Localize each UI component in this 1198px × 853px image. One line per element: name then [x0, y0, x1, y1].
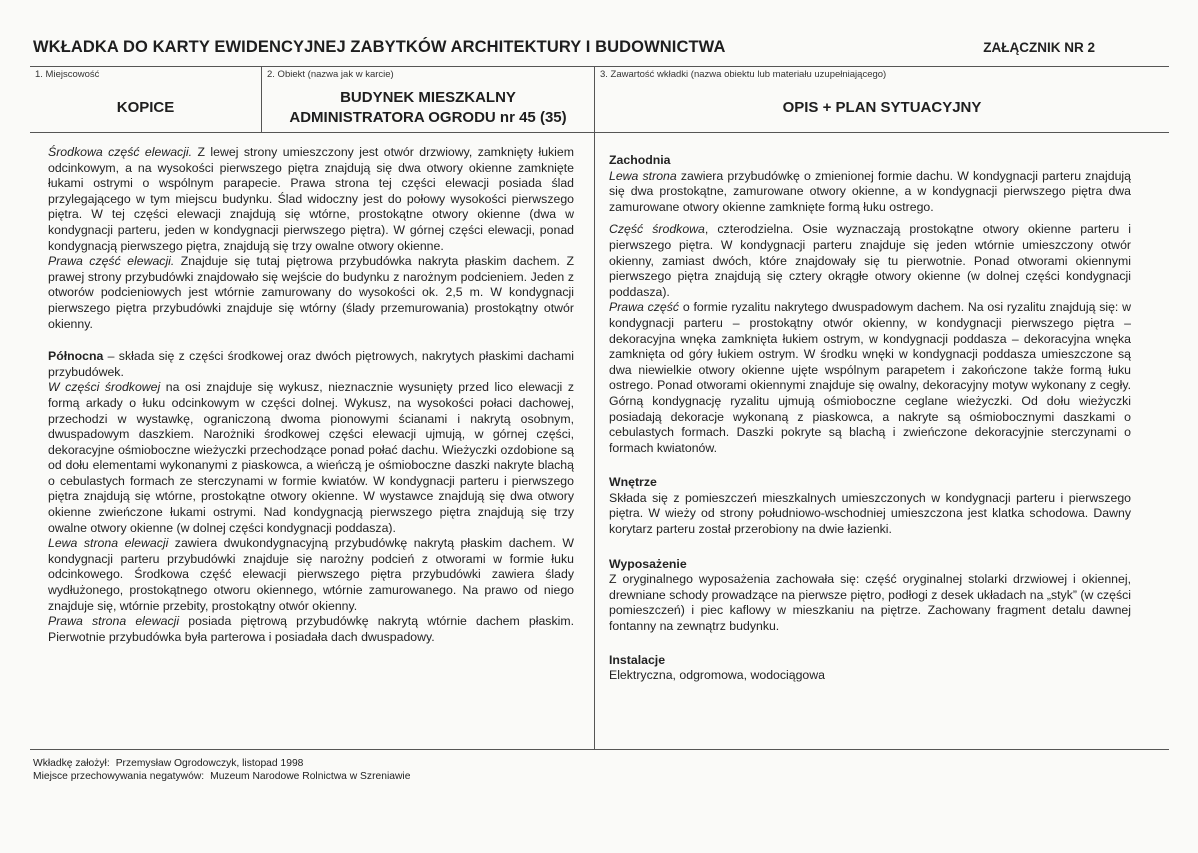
section-installations — [609, 653, 1131, 684]
object-field — [261, 67, 594, 132]
paragraph-interior: Składa się z pomieszczeń mieszkalnych umieszczonych w kondygnacji parteru i pierwszego piętra. W wieży od strony południowo-wschodniej umieszczona jest klatka schodowa. Dawny korytarz parteru został przerobiony na dwie łazienki. — [609, 490, 1131, 537]
object-value-line1: BUDYNEK MIESZKALNY — [340, 88, 516, 106]
paragraph-text: Znajduje się tutaj piętrowa przybudówka nakryta płaskim dachem. Z prawej strony przybudówki znajdowało się wejście do budynku z narożnym podcieniem. Jeden z otworów podcieniowych jest wtórnie zamurowany do wysokości ok. 2,5 m. W kondygnacji pierwszego piętra przybudówki znajduje się wtórny (ślady przemurowania) prostokątny otwór okienny. — [48, 254, 575, 331]
content-label: 3. Zawartość wkładki (nazwa obiektu lub materiału uzupełniającego) — [600, 69, 887, 80]
paragraph-text: na osi znajduje się wykusz, nieznacznie wysunięty przed lico elewacji z formą arkady o łuku odcinkowym w części dolnej. Wykusz, na wysokości połaci dachowej, przechodzi w wystawkę, ograniczoną dwoma pionowymi ścianami i nakrytą osobnym, dwuspadowym daszkiem. Narożniki środkowej części elewacji ujmują, w górnej części, dekoracyjne ośmioboczne wieżyczki przechodzące ponad połać dachu. Wieżyczki ozdobione są od dołu elementami wykonanymi z piaskowca, a wieńczą je ośmioboczne daszki nakryte blachą o cebulastych formach ze sterczynami w formie kwiatów. W kondygnacji parteru i pierwszego piętra znajdują się wtórne, prostokątne otwory okienne. W wystawce znajdują się dwa otwory okienne zwieńczone łukami ostrymi. Nad kondygnacją pierwszego piętra znajdują się trzy owalne otwory okienne (w dolnej części kondygnacji poddasza). — [48, 380, 574, 535]
footer-author-label: Wkładkę założył: — [33, 758, 110, 769]
footer-storage — [33, 770, 410, 783]
content-field — [594, 67, 1169, 132]
object-label: 2. Obiekt (nazwa jak w karcie) — [267, 69, 394, 80]
section-heading-west: Zachodnia — [609, 153, 671, 167]
paragraph-west-left — [609, 169, 1131, 216]
footer-storage-label: Miejsce przechowywania negatywów: — [33, 771, 205, 782]
locality-value: KOPICE — [116, 98, 175, 116]
paragraph-lead: Część środkowa — [609, 222, 705, 237]
section-interior — [609, 475, 1131, 537]
paragraph-north-left — [48, 536, 574, 614]
left-column — [48, 145, 574, 645]
paragraph-north-middle — [48, 380, 574, 536]
paragraph-text: posiada piętrową przybudówkę nakrytą wtórnie dachem płaskim. Pierwotnie przybudówka była parterowa i posiadała dach dwuspadowy. — [48, 614, 574, 644]
paragraph-text: zawiera dwukondygnacyjną przybudówkę nakrytą płaskim dachem. W kondygnacji parteru przybudówki znajduje się narożny podcień z otworami w formie łuku odcinkowego. Środkowa część elewacji pierwszego piętra przybudówki zawiera ślady wydłużonego, prostokątnego otworu okiennego, wtórnie zamurowanego. Na prawo od niego znajduje się, wtórnie przebity, prostokątny otwór okienny. — [48, 536, 574, 613]
section-heading-installations: Instalacje — [609, 652, 666, 667]
paragraph-text: – składa się z części środkowej oraz dwóch piętrowych, nakrytych płaskimi dachami przybudówek. — [48, 349, 574, 379]
paragraph-west-middle — [609, 222, 1131, 300]
footer-author — [33, 757, 410, 770]
page-title: WKŁADKA DO KARTY EWIDENCYJNEJ ZABYTKÓW ARCHITEKTURY I BUDOWNICTWA — [33, 38, 726, 56]
paragraph-text: , czterodzielna. Osie wyznaczają prostokątne otwory okienne parteru i pierwszego piętra. W kondygnacji parteru znajduje się jeden wtórnie umieszczony otwór okienny, zamiast dwóch, które znajdowały się tu pierwotnie. Ponad otworami okiennymi pierwszego piętra znajdują się cztery okrągłe otwory okienne (w dolnej części kondygnacji poddasza). — [609, 222, 1131, 299]
footer-storage-value: Muzeum Narodowe Rolnictwa w Szreniawie — [210, 771, 411, 782]
paragraph-text: zawiera przybudówkę o zmienionej formie dachu. W kondygnacji parteru znajdują się dwa prostokątne, zamurowane otwory okienne, a w kondygnacji pierwszego piętra dwa zamurowane otwory okienne zamknięte formą łuku ostrego. — [609, 168, 1131, 214]
paragraph-lead: Prawa strona elewacji — [48, 614, 180, 629]
paragraph-installations: Elektryczna, odgromowa, wodociągowa — [609, 668, 825, 683]
paragraph-lead: Prawa część elewacji. — [48, 254, 175, 269]
sheet-footer — [33, 757, 410, 783]
paragraph-text: Z lewej strony umieszczony jest otwór drzwiowy, zamknięty łukiem odcinkowym, a na wysokości pierwszego piętra znajdują się dwa otwory okienne zamknięte łukami ostrymi o wspólnym parapecie. Prawa strona tej części elewacji posiada ślad przylegającego w tym miejscu budynku. Ślad widoczny jest do połowy wysokości pierwszego piętra. W tej części elewacji znajdują się wtórne, prostokątne otwory okienne (dwa w kondygnacji parteru, jeden w kondygnacji pierwszego piętra). W górnej części elewacji, ponad kondygnacją pierwszego piętra, znajdują się trzy owalne otwory okienne. — [48, 145, 574, 253]
paragraph-lead: Prawa część — [609, 300, 680, 315]
section-heading-north: Północna — [48, 349, 104, 364]
paragraph-lead: Lewa strona elewacji — [48, 536, 169, 551]
paragraph-lead: Środkowa część elewacji. — [48, 145, 193, 159]
paragraph-text: o formie ryzalitu nakrytego dwuspadowym dachem. Na osi ryzalitu znajdują się: w kondygnacji parteru – prostokątny otwór okienny, w kondygnacji pierwszego piętra – dekoracyjna wnęka zamknięta łukiem ostrym, w kondygnacji poddasza – dekoracyjna wnęka zamknięta od góry łukiem ostrym. W środku wnęki w kondygnacji poddasza umieszczone są dwa niewielkie otwory okienne ujęte wspólnym parapetem i zakończone także formą łuku ostrego. Ponad otworami okiennymi znajduje się owalny, dekoracyjny motyw wykonany z cegły. Górną kondygnację ryzalitu ujmują ośmioboczne ceglane wieżyczki. Od dołu wieżyczki posiadają dekoracje wykonaną z piaskowca, a nakryte są ośmiobocznymi daszkami o cebulastych formach. Daszki pokryte są blachą i zwieńczone dekoracyjnie sterczynami o formach kwiatonów. — [609, 300, 1131, 455]
attachment-number: ZAŁĄCZNIK NR 2 — [983, 40, 1095, 55]
sheet-header — [0, 0, 1198, 66]
section-heading-interior: Wnętrze — [609, 475, 657, 490]
fields-row — [30, 67, 1169, 133]
section-equipment — [609, 557, 1131, 635]
paragraph-west-right — [609, 300, 1131, 456]
locality-label: 1. Miejscowość — [35, 69, 100, 80]
paragraph-equipment: Z oryginalnego wyposażenia zachowała się: część oryginalnej stolarki drzwiowej i okiennej, drewniane schody prowadzące na pierwsze piętro, podłogi z desek układach na „styk” (w części pomieszczeń) i piec kaflowy w mieszkaniu na piętrze. Zachowany fragment detalu dawnej fontanny na zewnątrz budynku. — [609, 572, 1131, 634]
content-value: OPIS + PLAN SYTUACYJNY — [782, 98, 982, 116]
paragraph-middle-part — [48, 145, 574, 254]
paragraph-north — [48, 349, 574, 380]
form-frame — [30, 66, 1169, 750]
locality-field — [30, 67, 261, 132]
paragraph-lead: Lewa strona — [609, 168, 677, 183]
right-column — [609, 153, 1131, 684]
object-value-line2: ADMINISTRATORA OGRODU nr 45 (35) — [289, 108, 567, 126]
footer-author-value: Przemysław Ogrodowczyk, listopad 1998 — [115, 758, 304, 769]
object-value — [262, 85, 594, 130]
paragraph-right-part — [48, 254, 574, 332]
paragraph-lead: W części środkowej — [48, 380, 161, 395]
column-divider — [594, 133, 595, 750]
section-west — [609, 153, 1131, 456]
paragraph-north-right — [48, 614, 574, 645]
section-heading-equipment: Wyposażenie — [609, 556, 687, 571]
